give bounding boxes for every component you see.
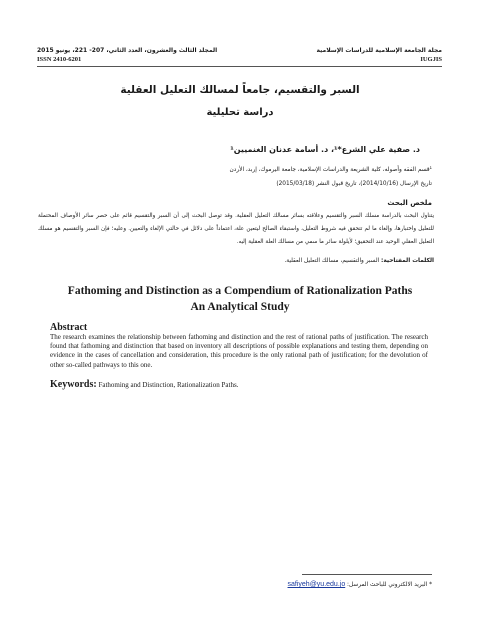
- arabic-keywords: [38, 257, 434, 266]
- keywords: [50, 380, 428, 390]
- affiliation: ¹قسم الفقه وأصوله، كلية الشريعة والدراسات الإسلامية، جامعة اليرموك، إربد، الأردن: [229, 167, 432, 173]
- submission-dates: تاريخ الإرسال (2014/10/16)، تاريخ قبول النشر (2015/03/18): [276, 181, 432, 187]
- journal-code: IUGJIS: [420, 56, 442, 63]
- english-title-line2: An Analytical Study: [190, 301, 290, 313]
- arabic-abstract-heading: ملخص البحث: [387, 199, 432, 207]
- arabic-abstract-body: يتناول البحث بالدراسة مسلك السبر والتقسيم وعلاقته بسائر مسالك التعليل العقلية. وقد توصل البحث إلى أن السبر والتقسيم قائم على حصر سائر الأوصاف المحتملة للتعليل واختبارها، وإلغاء ما لم تتحقق فيه شروط التعليل، واستبقاء الصالح ليتعين علة، اعتماداً على دلائل في حالتي الإلغاء والتعيين. وعليه؛ فإن السبر والتقسيم هو مسلك التعليل العقلي الوحيد عند التحقيق؛ لأيلولة سائر ما سمي من مسالك العلة العقلية إليه.: [38, 213, 434, 245]
- keywords-label: Keywords: [50, 379, 94, 390]
- journal-header-left: [37, 46, 237, 64]
- english-title-line1: Fathoming and Distinction as a Compendium of Rationalization Paths: [67, 285, 413, 297]
- authors: د. صفية علي الشرع*¹، د. أسامة عدنان الغنميين¹: [230, 145, 420, 154]
- keywords-text: Fathoming and Distinction, Rationalization Paths.: [96, 381, 239, 389]
- abstract-heading: Abstract: [50, 322, 88, 333]
- header-divider: [37, 66, 442, 67]
- journal-header-right: [242, 46, 442, 64]
- footnote-label: * البريد الالكتروني للباحث المرسل:: [345, 582, 432, 588]
- issn: ISSN 2410-6201: [37, 56, 82, 63]
- arabic-keywords-label: الكلمات المفتاحية:: [381, 258, 434, 264]
- arabic-subtitle: دراسة تحليلية: [206, 107, 274, 118]
- arabic-keywords-text: السبر والتقسيم، مسالك التعليل العقلية.: [284, 258, 382, 264]
- abstract-body: The research examines the relationship between fathoming and distinction and the rest of rational paths of justification. The research found that fathoming and distinction that based on inventory all descriptions of possible explanations and testing them, depending on evidence in the cases of cancellation and consideration, this procedure is the only rational path of justification; for the devolution of other so-called pathways to this one.: [50, 333, 428, 369]
- arabic-title: السبر والتقسيم، جامعاً لمسالك التعليل العقلية: [120, 84, 360, 96]
- journal-name: مجلة الجامعة الإسلامية للدراسات الإسلامية: [316, 47, 442, 54]
- english-title: [30, 283, 450, 315]
- volume-info: المجلد الثالث والعشرون، العدد الثاني، 207- 221، يونيو 2015: [37, 47, 218, 54]
- author-email-link[interactable]: safiyeh@yu.edu.jo: [287, 581, 346, 588]
- footnote: [40, 580, 432, 590]
- keywords-colon: :: [93, 379, 97, 390]
- footnote-divider: [302, 574, 432, 575]
